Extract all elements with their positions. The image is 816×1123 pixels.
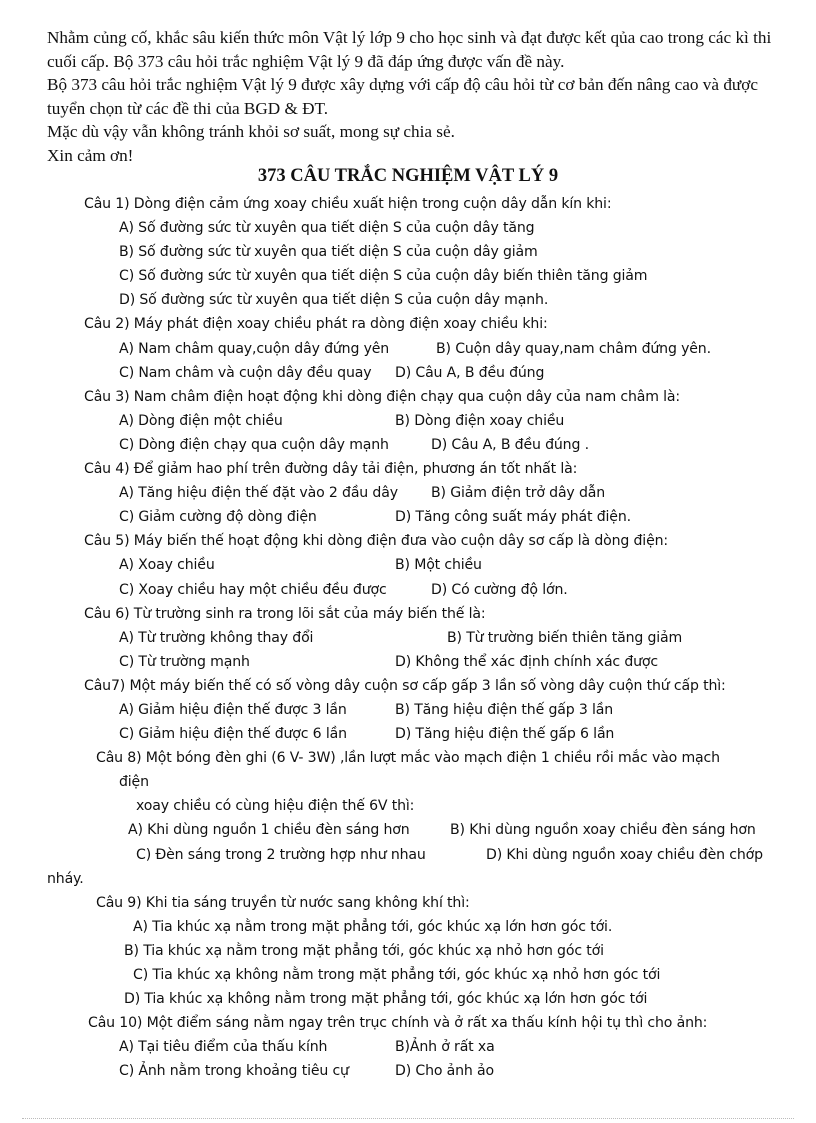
option-c: C) Dòng điện chạy qua cuộn dây mạnh [119,436,389,453]
option-a: A) Nam châm quay,cuộn dây đứng yên [119,340,390,357]
quiz-list [0,192,816,1083]
option-c: C) Xoay chiều hay một chiều đều được [119,581,387,598]
option-d: D) Số đường sức từ xuyên qua tiết diện S của cuộn dây mạnh. [119,292,549,309]
question-8-continued [0,794,816,818]
question-8 [0,746,816,770]
question-4 [0,457,816,481]
option-row [0,867,816,891]
option-row [0,698,816,722]
option-row [0,264,816,288]
intro-paragraph-1: Nhằm củng cố, khắc sâu kiến thức môn Vật lý lớp 9 cho học sinh và đạt được kết qủa cao trong các kì thi cuối cấp. Bộ 373 câu hỏi trắc nghiệm Vật lý 9 đã đáp ứng được vấn đề này. [47,28,772,71]
question-text: Câu 5) Máy biến thế hoạt động khi dòng điện đưa vào cuộn dây sơ cấp là dòng điện: [84,533,668,550]
option-row [0,240,816,264]
option-row [0,481,816,505]
option-b: B) Một chiều [395,557,482,574]
option-row [0,578,816,602]
option-row [0,915,816,939]
option-d-continued: nháy. [47,870,84,887]
question-5 [0,529,816,553]
option-c: C) Số đường sức từ xuyên qua tiết diện S của cuộn dây biến thiên tăng giảm [119,268,648,285]
option-a: A) Xoay chiều [119,557,215,574]
option-c: C) Ảnh nằm trong khoảng tiêu cự [119,1063,349,1080]
question-9 [0,891,816,915]
option-a: A) Tia khúc xạ nằm trong mặt phẳng tới, góc khúc xạ lớn hơn góc tới. [133,918,613,935]
option-a: A) Tăng hiệu điện thế đặt vào 2 đầu dây [119,485,398,502]
option-d: D) Tăng công suất máy phát điện. [395,509,631,526]
option-c: C) Giảm hiệu điện thế được 6 lần [119,726,347,743]
option-c: C) Tia khúc xạ không nằm trong mặt phẳng tới, góc khúc xạ nhỏ hơn góc tới [133,967,661,983]
option-c: C) Giảm cường độ dòng điện [119,509,317,526]
option-row [0,626,816,650]
intro-paragraph-4: Xin cảm ơn! [47,145,134,165]
option-a: A) Khi dùng nguồn 1 chiều đèn sáng hơn [128,822,410,839]
page-bottom-rule [22,1118,794,1119]
question-8-continued [0,770,816,794]
question-text: điện [119,774,149,791]
question-text: Câu 1) Dòng điện cảm ứng xoay chiều xuất hiện trong cuộn dây dẫn kín khi: [84,196,612,212]
intro-paragraph-2: Bộ 373 câu hỏi trắc nghiệm Vật lý 9 được xây dựng với cấp độ câu hỏi từ cơ bản đến nâng cao và được tuyển chọn từ các đề thi của BGD & ĐT. [47,75,758,118]
question-text: Câu 4) Để giảm hao phí trên đường dây tải điện, phương án tốt nhất là: [84,461,578,478]
option-d: D) Tia khúc xạ không nằm trong mặt phẳng tới, góc khúc xạ lớn hơn góc tới [124,991,648,1008]
question-2 [0,312,816,336]
option-row [0,288,816,312]
option-row [0,553,816,577]
option-row [0,1059,816,1083]
option-a: A) Dòng điện một chiều [119,412,283,429]
question-text: Câu 2) Máy phát điện xoay chiều phát ra dòng điện xoay chiều khi: [84,316,548,333]
option-b: B) Cuộn dây quay,nam châm đứng yên. [436,340,711,357]
question-7 [0,674,816,698]
option-a: A) Tại tiêu điểm của thấu kính [119,1039,328,1056]
option-b: B) Tăng hiệu điện thế gấp 3 lần [395,701,614,718]
option-row [0,337,816,361]
question-text: Câu 6) Từ trường sinh ra trong lõi sắt của máy biến thế là: [84,605,486,622]
question-1 [0,192,816,216]
option-row [0,722,816,746]
option-d: D) Câu A, B đều đúng [395,364,545,381]
option-row [0,963,816,987]
option-b: B) Khi dùng nguồn xoay chiều đèn sáng hơn [450,822,756,839]
option-b: B) Tia khúc xạ nằm trong mặt phẳng tới, góc khúc xạ nhỏ hơn góc tới [124,942,604,959]
option-row [0,409,816,433]
question-6 [0,602,816,626]
option-row [0,361,816,385]
option-b: B) Dòng điện xoay chiều [395,412,565,429]
option-d: D) Không thể xác định chính xác được [395,653,659,670]
option-c: C) Đèn sáng trong 2 trường hợp như nhau [136,846,426,863]
option-c: C) Nam châm và cuộn dây đều quay [119,364,372,381]
option-row [0,987,816,1011]
option-row [0,433,816,457]
option-b: B) Số đường sức từ xuyên qua tiết diện S của cuộn dây giảm [119,244,538,261]
option-d: D) Câu A, B đều đúng . [431,436,589,453]
question-text: Câu 10) Một điểm sáng nằm ngay trên trục chính và ở rất xa thấu kính hội tụ thì cho ảnh: [88,1015,708,1032]
question-text: xoay chiều có cùng hiệu điện thế 6V thì: [136,798,415,815]
question-text: Câu 8) Một bóng đèn ghi (6 V- 3W) ,lần lượt mắc vào mạch điện 1 chiều rồi mắc vào mạch [96,750,720,767]
option-a: A) Số đường sức từ xuyên qua tiết diện S của cuộn dây tăng [119,220,535,237]
question-3 [0,385,816,409]
option-c: C) Từ trường mạnh [119,653,250,670]
option-b: B) Từ trường biến thiên tăng giảm [447,629,683,646]
option-a: A) Từ trường không thay đổi [119,629,314,646]
question-text: Câu 3) Nam châm điện hoạt động khi dòng điện chạy qua cuộn dây của nam châm là: [84,388,680,405]
question-text: Câu7) Một máy biến thế có số vòng dây cuộn sơ cấp gấp 3 lần số vòng dây cuộn thứ cấp thì: [84,677,726,694]
option-d: D) Khi dùng nguồn xoay chiều đèn chớp [486,846,763,863]
intro-block [47,26,799,167]
option-row [0,939,816,963]
option-d: D) Có cường độ lớn. [431,581,568,598]
option-row [0,650,816,674]
option-d: D) Tăng hiệu điện thế gấp 6 lần [395,726,615,743]
option-b: B)Ảnh ở rất xa [395,1039,495,1056]
document-title: 373 CÂU TRẮC NGHIỆM VẬT LÝ 9 [257,166,559,186]
option-row [0,843,816,867]
intro-paragraph-3: Mặc dù vậy vẫn không tránh khỏi sơ suất, mong sự chia sẻ. [47,122,455,141]
question-text: Câu 9) Khi tia sáng truyền từ nước sang không khí thì: [96,894,470,911]
option-row [0,1035,816,1059]
option-d: D) Cho ảnh ảo [395,1063,494,1080]
option-b: B) Giảm điện trở dây dẫn [431,485,606,502]
option-row [0,216,816,240]
option-a: A) Giảm hiệu điện thế được 3 lần [119,701,347,718]
option-row [0,818,816,842]
question-10 [0,1011,816,1035]
option-row [0,505,816,529]
